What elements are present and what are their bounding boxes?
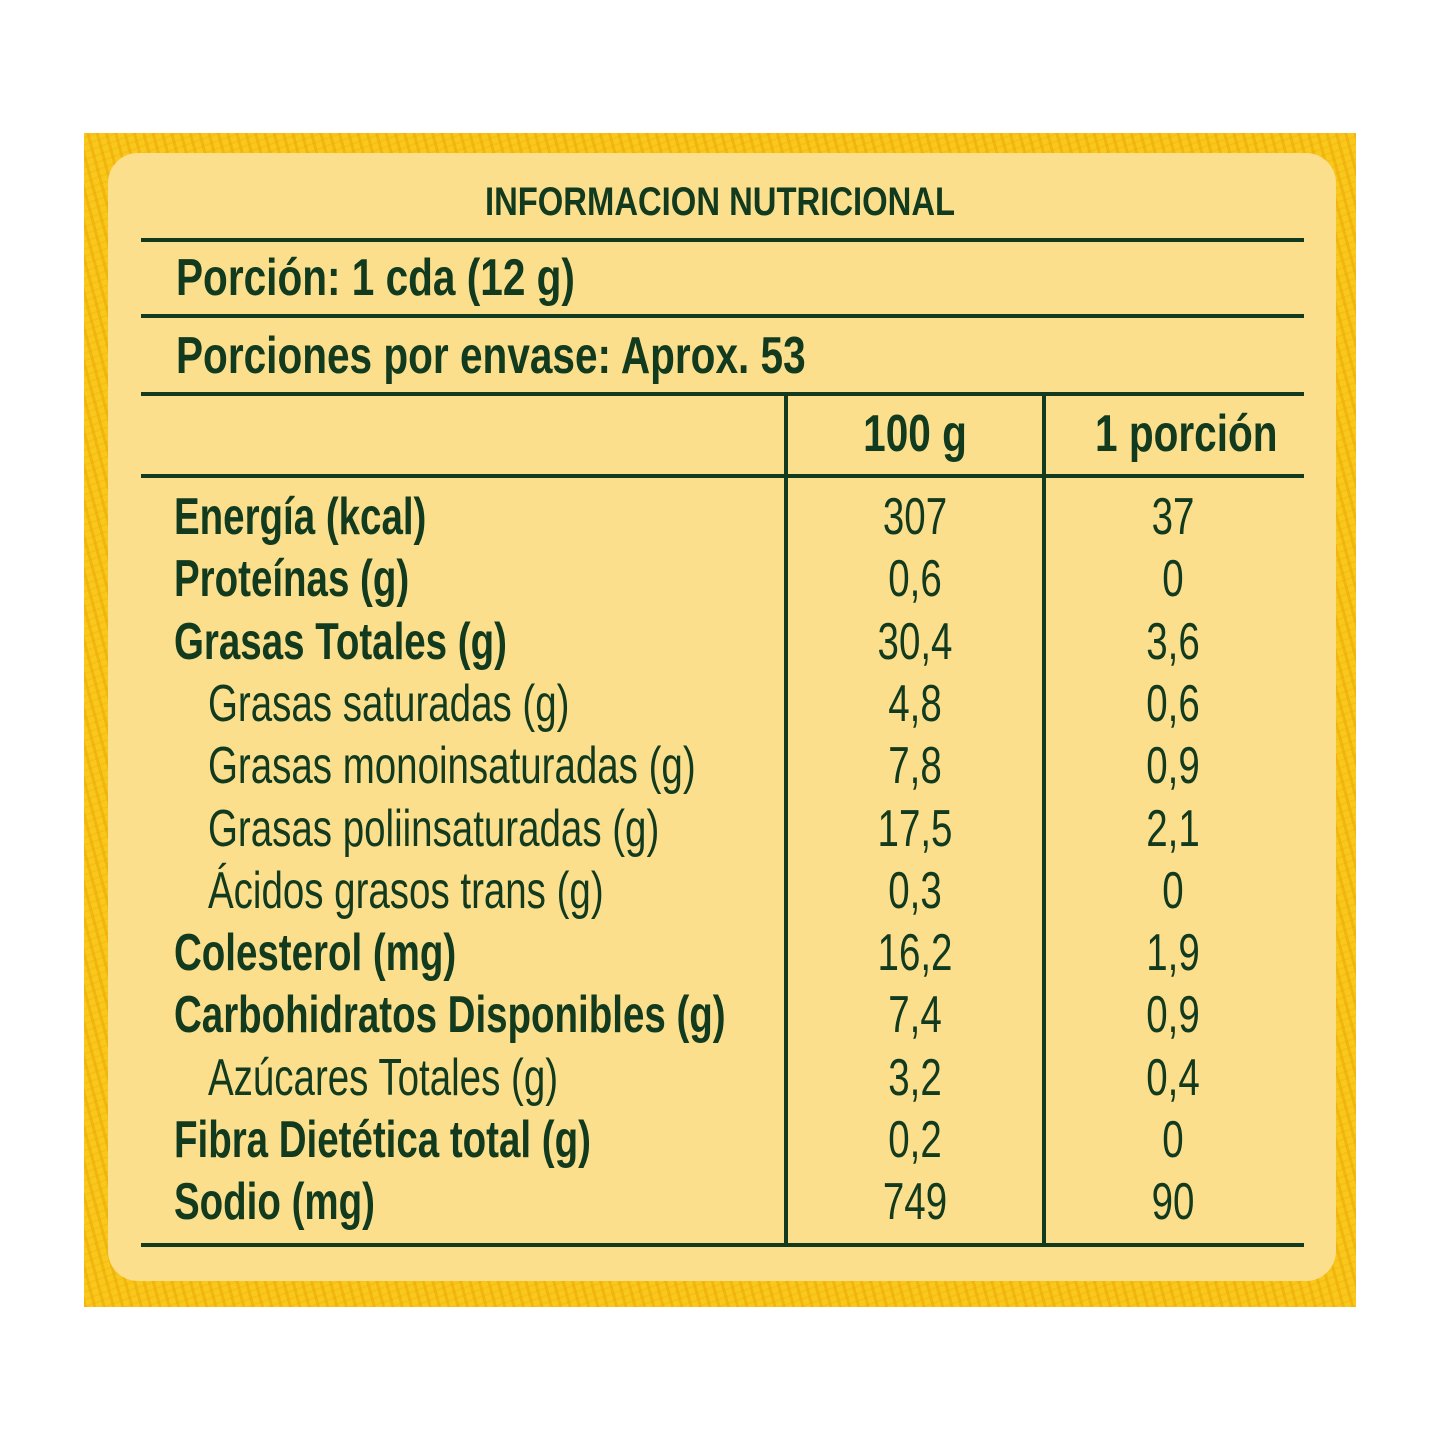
- value-per-100g: 16,2: [877, 924, 953, 983]
- nutrient-name: Grasas Totales (g): [174, 612, 507, 671]
- value-per-100g: 4,8: [888, 674, 942, 733]
- column-header-100g: 100 g: [863, 405, 967, 463]
- value-per-portion: 0,9: [1146, 986, 1200, 1045]
- label-title: INFORMACION NUTRICIONAL: [484, 180, 956, 224]
- nutrient-name: Grasas poliinsaturadas (g): [208, 799, 660, 858]
- nutrient-name: Energía (kcal): [174, 488, 427, 546]
- value-per-100g: 749: [882, 1173, 948, 1232]
- value-per-portion: 0,4: [1146, 1048, 1200, 1107]
- value-per-portion: 2,1: [1146, 799, 1200, 858]
- value-per-100g: 30,4: [877, 612, 953, 671]
- value-per-portion: 0: [1162, 861, 1184, 920]
- value-per-portion: 37: [1151, 488, 1195, 546]
- divider-bottom: [141, 1243, 1304, 1247]
- value-per-100g: 307: [882, 488, 948, 546]
- divider-portion: [141, 314, 1304, 318]
- nutrient-name: Carbohidratos Disponibles (g): [174, 986, 726, 1045]
- value-per-portion: 0: [1162, 550, 1184, 609]
- table-row: [0, 798, 1440, 860]
- table-row: [0, 611, 1440, 673]
- table-row: [0, 673, 1440, 735]
- table-row: [0, 735, 1440, 797]
- value-per-portion: 1,9: [1146, 924, 1200, 983]
- table-row: [0, 1109, 1440, 1171]
- divider-servings: [141, 392, 1304, 396]
- value-per-100g: 0,2: [888, 1111, 942, 1169]
- table-row: [0, 486, 1440, 548]
- value-per-portion: 90: [1151, 1173, 1195, 1232]
- value-per-100g: 17,5: [877, 799, 953, 858]
- table-row: [0, 922, 1440, 984]
- nutrient-name: Proteínas (g): [174, 550, 410, 609]
- column-header-portion: 1 porción: [1095, 405, 1278, 463]
- value-per-100g: 7,4: [888, 986, 942, 1045]
- divider-top: [141, 238, 1304, 242]
- value-per-portion: 3,6: [1146, 612, 1200, 671]
- servings-per-container: Porciones por envase: Aprox. 53: [176, 327, 806, 385]
- table-row: [0, 548, 1440, 610]
- table-row: [0, 860, 1440, 922]
- value-per-portion: 0: [1162, 1111, 1184, 1169]
- value-per-100g: 3,2: [888, 1048, 942, 1107]
- value-per-portion: 0,6: [1146, 674, 1200, 733]
- nutrient-name: Grasas saturadas (g): [208, 674, 570, 733]
- nutrient-name: Fibra Dietética total (g): [174, 1111, 591, 1169]
- value-per-portion: 0,9: [1146, 737, 1200, 796]
- nutrient-name: Ácidos grasos trans (g): [208, 861, 604, 920]
- divider-header: [141, 474, 1304, 478]
- nutrient-name: Azúcares Totales (g): [208, 1048, 559, 1107]
- nutrient-name: Sodio (mg): [174, 1173, 375, 1232]
- value-per-100g: 0,6: [888, 550, 942, 609]
- table-row: [0, 1171, 1440, 1233]
- nutrient-name: Colesterol (mg): [174, 924, 457, 983]
- value-per-100g: 0,3: [888, 861, 942, 920]
- table-row: [0, 984, 1440, 1046]
- table-row: [0, 1047, 1440, 1109]
- value-per-100g: 7,8: [888, 737, 942, 796]
- portion-size: Porción: 1 cda (12 g): [176, 249, 575, 307]
- nutrient-name: Grasas monoinsaturadas (g): [208, 737, 696, 796]
